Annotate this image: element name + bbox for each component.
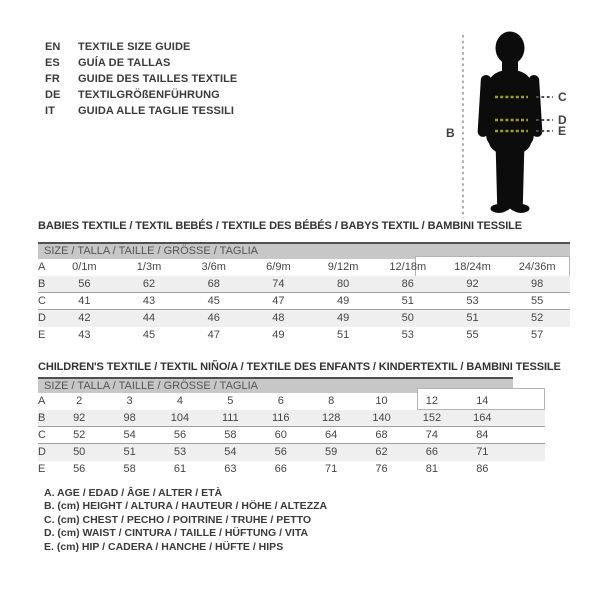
row-label: D	[38, 446, 46, 458]
size-cell: 74	[272, 278, 285, 290]
language-code: DE	[45, 89, 61, 101]
chest-measure-label: C	[558, 90, 567, 104]
language-label: TEXTILE SIZE GUIDE	[78, 41, 191, 53]
size-cell: 6/9m	[266, 261, 291, 273]
row-label: A	[38, 261, 46, 273]
table-row	[38, 393, 545, 410]
size-cell: 66	[274, 463, 287, 475]
size-cell: 49	[336, 295, 350, 307]
row-label: A	[38, 395, 46, 407]
table-row	[38, 444, 545, 461]
size-cell: 66	[425, 446, 439, 458]
size-cell: 42	[78, 312, 91, 324]
row-label: D	[38, 312, 46, 324]
size-cell: 51	[336, 329, 350, 341]
size-cell: 56	[78, 278, 91, 290]
size-cell: 47	[272, 295, 285, 307]
size-cell: 50	[401, 312, 414, 324]
child-silhouette	[477, 32, 542, 214]
size-cell: 59	[325, 446, 338, 458]
size-cell: 49	[336, 312, 350, 324]
size-cell: 92	[73, 412, 86, 424]
size-cell: 50	[73, 446, 86, 458]
row-label: B	[38, 412, 46, 424]
child-silhouette-figure	[440, 15, 580, 230]
size-cell: 5	[227, 395, 234, 407]
size-cell: 76	[375, 463, 388, 475]
size-cell: 3	[126, 395, 133, 407]
size-cell: 86	[401, 278, 414, 290]
size-cell: 58	[123, 463, 136, 475]
language-code: IT	[45, 105, 55, 117]
size-cell: 12	[425, 395, 439, 407]
size-cell: 14	[476, 395, 489, 407]
size-cell: 111	[222, 412, 239, 424]
size-cell: 1/3m	[136, 261, 162, 273]
size-cell: 44	[142, 312, 156, 324]
table-title: CHILDREN'S TEXTILE / TEXTIL NIÑO/A / TEXTILE DES ENFANTS / KINDERTEXTIL / BAMBINI TESSILE	[38, 361, 561, 373]
language-code: FR	[45, 73, 60, 85]
size-cell: 2	[76, 395, 83, 407]
size-cell: 86	[476, 463, 489, 475]
size-cell: 60	[274, 429, 287, 441]
legend-line: D. (cm) WAIST / CINTURA / TAILLE / HÜFTUNG / VITA	[44, 527, 309, 540]
size-cell: 116	[271, 412, 290, 424]
size-cell: 57	[531, 329, 544, 341]
table-row	[38, 327, 570, 344]
language-list	[45, 39, 237, 119]
size-cell: 56	[173, 429, 187, 441]
size-cell: 8	[328, 395, 335, 407]
size-cell: 46	[207, 312, 220, 324]
size-cell: 51	[123, 446, 136, 458]
language-label: TEXTILGRÖßENFÜHRUNG	[78, 89, 220, 101]
size-cell: 80	[336, 278, 350, 290]
size-cell: 10	[375, 395, 388, 407]
size-cell: 98	[123, 412, 136, 424]
size-cell: 55	[466, 329, 479, 341]
size-cell: 62	[375, 446, 388, 458]
size-cell: 74	[425, 429, 439, 441]
size-cell: 62	[142, 278, 156, 290]
size-cell: 53	[173, 446, 187, 458]
size-cell: 54	[123, 429, 136, 441]
legend-list	[44, 487, 327, 554]
language-row	[45, 55, 237, 71]
size-cell: 68	[207, 278, 220, 290]
size-cell: 52	[531, 312, 544, 324]
size-cell: 0/1m	[72, 261, 97, 273]
size-cell: 53	[401, 329, 414, 341]
size-cell: 61	[173, 463, 187, 475]
language-row	[45, 103, 237, 119]
table-header: SIZE / TALLA / TAILLE / GRÖSSE / TAGLIA	[38, 379, 513, 393]
table-row	[38, 310, 570, 327]
size-cell: 47	[207, 329, 220, 341]
legend-line: A. AGE / EDAD / ÂGE / ALTER / ETÀ	[44, 487, 223, 499]
size-cell: 104	[170, 412, 190, 424]
language-label: GUIDE DES TAILLES TEXTILE	[78, 73, 238, 85]
size-cell: 24/36m	[518, 261, 556, 273]
size-cell: 58	[224, 429, 237, 441]
table-row	[38, 410, 545, 427]
size-cell: 54	[224, 446, 237, 458]
legend-line: E. (cm) HIP / CADERA / HANCHE / HÜFTE / HIPS	[44, 540, 284, 553]
table-row	[38, 259, 570, 276]
table-row	[38, 293, 570, 310]
table-body	[38, 393, 545, 478]
size-cell: 55	[531, 295, 544, 307]
size-cell: 45	[207, 295, 220, 307]
size-table	[38, 220, 600, 350]
size-cell: 56	[73, 463, 86, 475]
language-label: GUIDA ALLE TAGLIE TESSILI	[78, 105, 235, 117]
size-cell: 12/18m	[389, 261, 427, 273]
size-cell: 92	[466, 278, 479, 290]
size-cell: 6	[277, 395, 284, 407]
table-header: SIZE / TALLA / TAILLE / GRÖSSE / TAGLIA	[38, 244, 570, 259]
size-cell: 98	[531, 278, 544, 290]
row-label: C	[38, 295, 46, 307]
table-body	[38, 259, 570, 344]
size-cell: 84	[476, 429, 489, 441]
waist-measure-label: D	[558, 113, 567, 127]
size-cell: 128	[321, 412, 341, 424]
language-code: ES	[45, 57, 60, 69]
table-row	[38, 276, 570, 293]
size-cell: 45	[142, 329, 156, 341]
size-table	[38, 361, 600, 486]
size-cell: 152	[422, 412, 442, 424]
size-cell: 41	[78, 295, 91, 307]
table-title: BABIES TEXTILE / TEXTIL BEBÉS / TEXTILE DES BÉBÉS / BABYS TEXTIL / BAMBINI TESSILE	[38, 220, 523, 232]
height-measure-label: B	[446, 126, 455, 140]
size-cell: 71	[476, 446, 489, 458]
legend-line: B. (cm) HEIGHT / ALTURA / HAUTEUR / HÖHE / ALTEZZA	[44, 500, 328, 513]
row-label: E	[38, 463, 46, 475]
legend-line: C. (cm) CHEST / PECHO / POITRINE / TRUHE / PETTO	[44, 513, 312, 526]
size-cell: 164	[473, 412, 492, 424]
size-cell: 51	[466, 312, 479, 324]
row-label: B	[38, 278, 46, 290]
size-cell: 68	[375, 429, 388, 441]
hip-measure-label: E	[558, 124, 567, 138]
size-cell: 53	[466, 295, 479, 307]
language-code: EN	[45, 41, 61, 53]
size-cell: 49	[272, 329, 285, 341]
size-cell: 4	[176, 395, 184, 407]
size-cell: 64	[325, 429, 338, 441]
size-cell: 51	[401, 295, 414, 307]
size-cell: 56	[274, 446, 287, 458]
language-row	[45, 39, 237, 55]
size-cell: 71	[325, 463, 338, 475]
table-row	[38, 427, 545, 444]
size-cell: 140	[372, 412, 391, 424]
language-row	[45, 71, 237, 87]
language-row	[45, 87, 237, 103]
size-cell: 48	[272, 312, 285, 324]
size-cell: 9/12m	[327, 261, 359, 273]
size-cell: 18/24m	[454, 261, 491, 273]
size-cell: 52	[73, 429, 86, 441]
size-cell: 3/6m	[201, 261, 226, 273]
row-label: C	[38, 429, 46, 441]
row-label: E	[38, 329, 46, 341]
size-cell: 63	[224, 463, 237, 475]
size-cell: 81	[425, 463, 439, 475]
size-cell: 43	[142, 295, 156, 307]
size-cell: 43	[78, 329, 91, 341]
language-label: GUÍA DE TALLAS	[78, 57, 171, 69]
table-row	[38, 461, 545, 478]
